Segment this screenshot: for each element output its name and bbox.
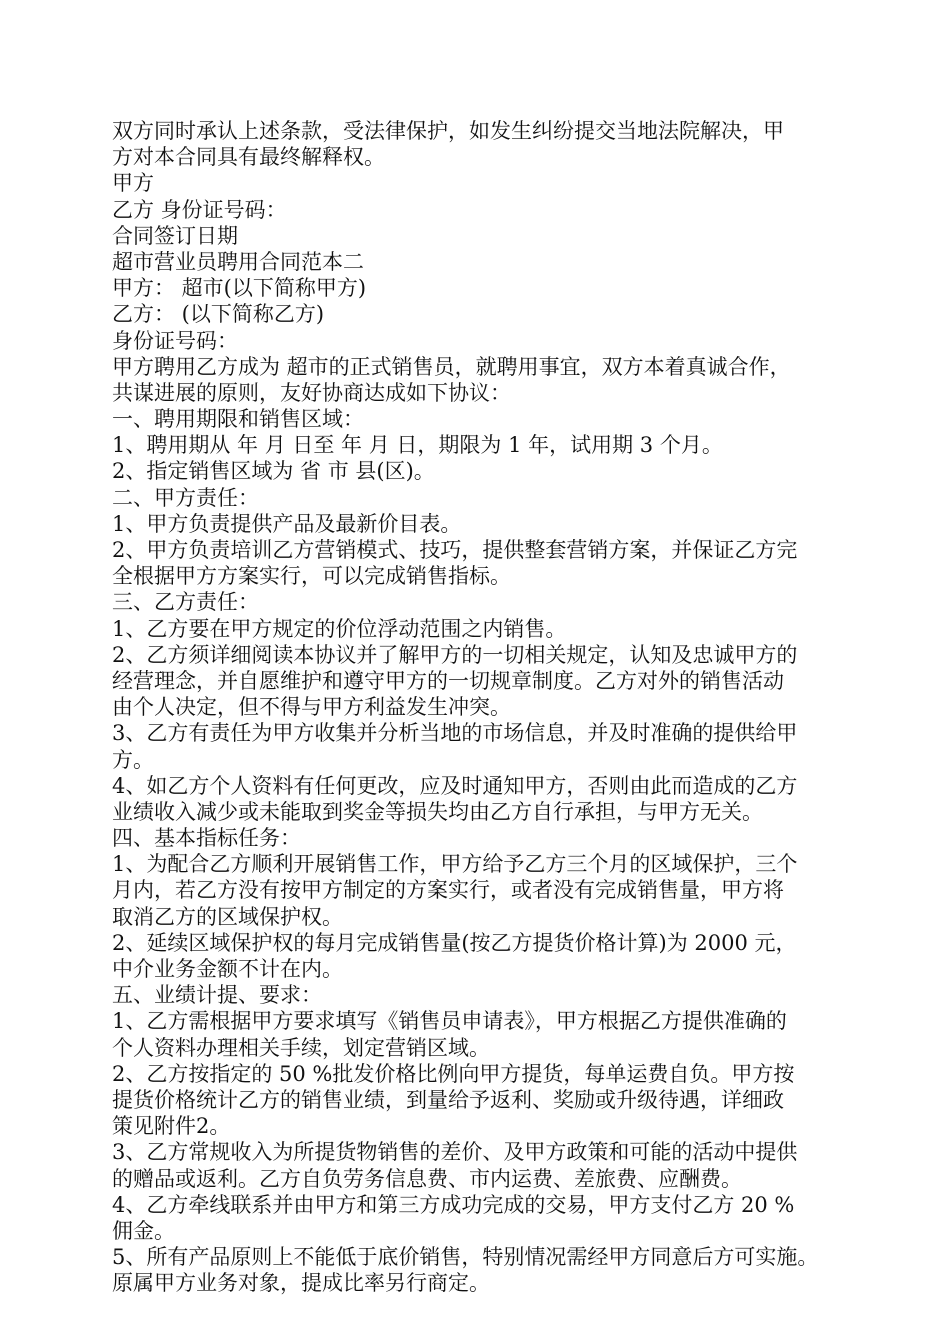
text-line: 中介业务金额不计在内。 (112, 957, 343, 981)
text-line: 2、指定销售区域为 省 市 县(区)。 (112, 459, 435, 484)
text-line: 乙方 身份证号码： (112, 197, 287, 222)
text-line: 方。 (112, 747, 154, 772)
text-line: 乙方： (以下简称乙方) (112, 302, 325, 327)
text-line: 合同签订日期 (112, 223, 238, 248)
text-line: 3、乙方常规收入为所提货物销售的差价、及甲方政策和可能的活动中提供 (112, 1140, 798, 1165)
text-line: 业绩收入减少或未能取到奖金等损失均由乙方自行承担，与甲方无关。 (112, 799, 763, 824)
text-line: 1、聘用期从 年 月 日至 年 月 日，期限为 1 年，试用期 3 个月。 (112, 433, 723, 458)
section-heading: 二、甲方责任： (112, 485, 259, 510)
text-line: 5、所有产品原则上不能低于底价销售，特别情况需经甲方同意后方可实施。 (112, 1245, 819, 1270)
text-line: 原属甲方业务对象，提成比率另行商定。 (112, 1271, 490, 1296)
text-line: 共谋进展的原则，友好协商达成如下协议： (112, 380, 511, 405)
text-line: 策见附件2。 (112, 1114, 231, 1139)
text-line: 1、乙方要在甲方规定的价位浮动范围之内销售。 (112, 616, 567, 641)
text-line: 甲方聘用乙方成为 超市的正式销售员，就聘用事宜，双方本着真诚合作， (112, 354, 791, 379)
text-line: 甲方： 超市(以下简称甲方) (112, 276, 367, 301)
text-line: 全根据甲方方案实行，可以完成销售指标。 (112, 564, 511, 589)
text-line: 提货价格统计乙方的销售业绩，到量给予返利、奖励或升级待遇，详细政 (112, 1087, 784, 1112)
text-line: 1、为配合乙方顺利开展销售工作，甲方给予乙方三个月的区域保护，三个 (112, 852, 798, 877)
text-line: 1、乙方需根据甲方要求填写《销售员申请表》，甲方根据乙方提供准确的 (112, 1009, 787, 1034)
text-line: 的赠品或返利。乙方自负劳务信息费、市内运费、差旅费、应酬费。 (112, 1166, 742, 1191)
text-line: 2、乙方按指定的 50 %批发价格比例向甲方提货，每单运费自负。甲方按 (112, 1061, 795, 1086)
text-line: 身份证号码： (112, 328, 238, 353)
text-line: 双方同时承认上述条款，受法律保护，如发生纠纷提交当地法院解决，甲 (112, 119, 784, 143)
text-line: 2、延续区域保护权的每月完成销售量(按乙方提货价格计算)为 2000 元， (112, 930, 797, 955)
section-heading: 五、业绩计提、要求： (112, 983, 322, 1008)
text-line: 个人资料办理相关手续，划定营销区域。 (112, 1035, 490, 1060)
text-line: 1、甲方负责提供产品及最新价目表。 (112, 511, 462, 536)
text-line: 取消乙方的区域保护权。 (112, 904, 343, 929)
text-line: 3、乙方有责任为甲方收集并分析当地的市场信息，并及时准确的提供给甲 (112, 721, 798, 746)
text-line: 由个人决定，但不得与甲方利益发生冲突。 (112, 695, 511, 720)
text-line: 2、甲方负责培训乙方营销模式、技巧，提供整套营销方案，并保证乙方完 (112, 538, 798, 562)
text-line: 佣金。 (112, 1218, 175, 1243)
text-line: 4、如乙方个人资料有任何更改，应及时通知甲方，否则由此而造成的乙方 (112, 773, 798, 798)
text-line: 方对本合同具有最终解释权。 (112, 145, 385, 170)
text-line: 2、乙方须详细阅读本协议并了解甲方的一切相关规定，认知及忠诚甲方的 (112, 642, 798, 667)
section-heading: 一、聘用期限和销售区域： (112, 407, 364, 432)
text-line: 月内，若乙方没有按甲方制定的方案实行，或者没有完成销售量，甲方将 (112, 878, 784, 903)
text-line: 4、乙方牵线联系并由甲方和第三方成功完成的交易，甲方支付乙方 20 % (112, 1192, 795, 1217)
text-line: 经营理念，并自愿维护和遵守甲方的一切规章制度。乙方对外的销售活动 (112, 668, 784, 693)
section-title: 超市营业员聘用合同范本二 (112, 249, 364, 274)
text-line: 甲方 (112, 171, 154, 196)
section-heading: 四、基本指标任务： (112, 826, 301, 851)
document-body (112, 118, 872, 1296)
section-heading: 三、乙方责任： (112, 590, 259, 615)
